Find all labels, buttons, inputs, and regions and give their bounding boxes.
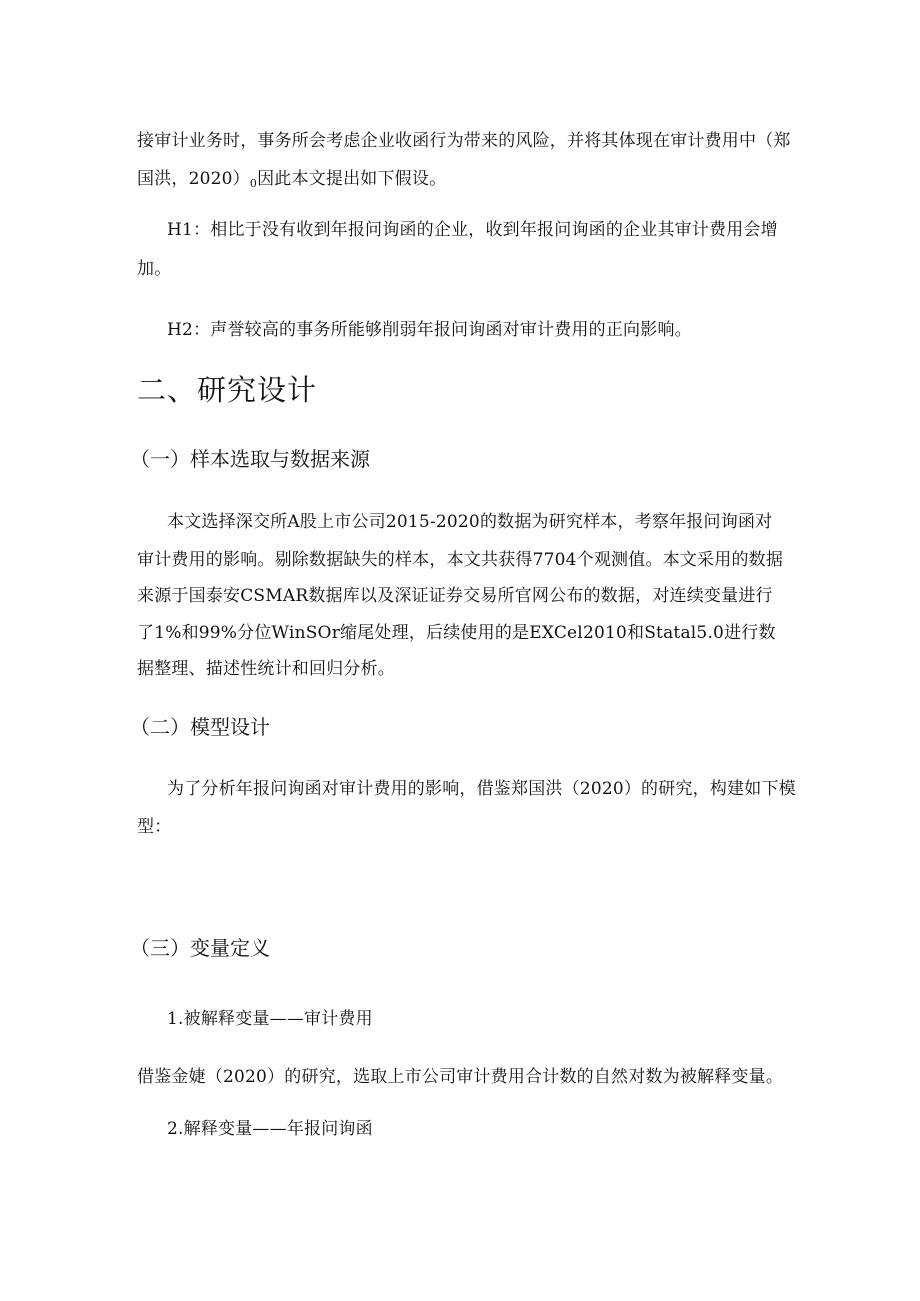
subsection-heading-2: （二）模型设计 <box>130 715 270 739</box>
subsection-1-line-3: 来源于国泰安CSMAR数据库以及深证证券交易所官网公布的数据，对连续变量进行 <box>137 586 773 606</box>
subsection-1-line-5: 据整理、描述性统计和回归分析。 <box>137 659 395 679</box>
subsection-2-line-2: 型： <box>137 817 172 837</box>
subsection-1-line-1: 本文选择深交所A股上市公司2015-2020的数据为研究样本，考察年报问询函对 <box>167 512 773 532</box>
variable-item-1: 1.被解释变量——审计费用 <box>167 1009 373 1029</box>
variable-item-1-text: 借鉴金婕（2020）的研究，选取上市公司审计费用合计数的自然对数为被解释变量。 <box>137 1067 784 1087</box>
section-heading: 二、研究设计 <box>137 373 318 407</box>
hypothesis-1-line-2: 加。 <box>137 259 172 279</box>
subsection-2-line-1: 为了分析年报问询函对审计费用的影响，借鉴郑国洪（2020）的研究，构建如下模 <box>167 779 796 799</box>
variable-item-2: 2.解释变量——年报问询函 <box>167 1119 373 1139</box>
subsection-heading-3: （三）变量定义 <box>130 936 270 960</box>
paragraph-1-line-2 <box>137 167 446 196</box>
paragraph-1-line-2-end: 因此本文提出如下假设。 <box>257 169 447 189</box>
paragraph-1-line-2-sub: 0 <box>249 177 258 190</box>
hypothesis-2-line-1: H2：声誉较高的事务所能够削弱年报问询函对审计费用的正向影响。 <box>167 320 692 340</box>
hypothesis-1-line-1: H1：相比于没有收到年报问询函的企业，收到年报问询函的企业其审计费用会增 <box>167 220 778 240</box>
subsection-1-line-4: 了1%和99%分位WinSOr缩尾处理，后续使用的是EXCel2010和Statal5.0进行数 <box>137 623 776 643</box>
paragraph-1-line-2-main: 国洪，2020） <box>137 169 250 189</box>
subsection-heading-1: （一）样本选取与数据来源 <box>130 447 370 471</box>
paragraph-1-line-1: 接审计业务时，事务所会考虑企业收函行为带来的风险，并将其体现在审计费用中（郑 <box>137 131 791 151</box>
subsection-1-line-2: 审计费用的影响。剔除数据缺失的样本，本文共获得7704个观测值。本文采用的数据 <box>137 550 784 570</box>
